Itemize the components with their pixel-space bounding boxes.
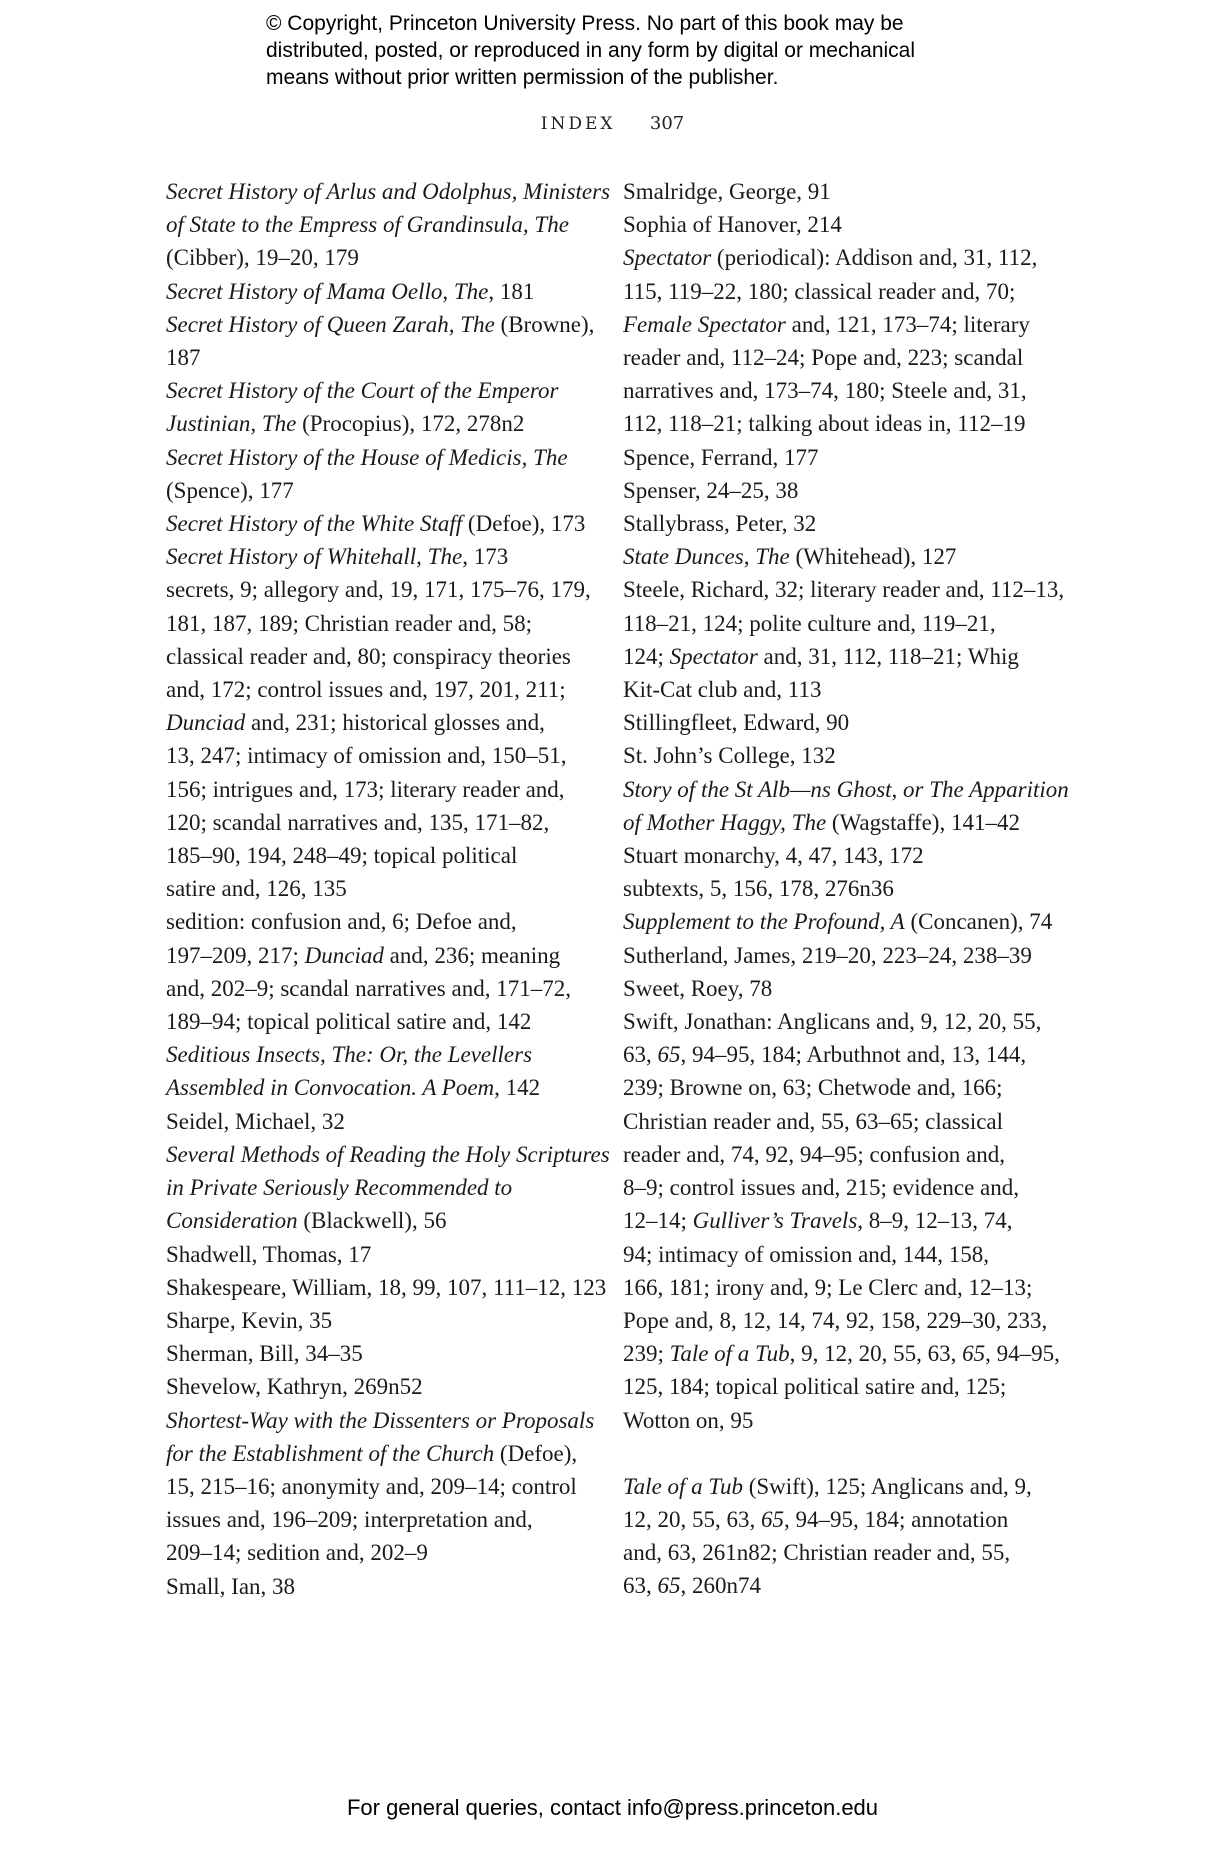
index-entry-line [166, 441, 592, 474]
index-entry-line [623, 308, 1059, 341]
index-entry-line [623, 972, 1059, 1005]
index-title-text: Dunciad [304, 942, 384, 968]
index-entry-line [166, 640, 592, 673]
index-text: and, 231; historical glosses and, [245, 710, 545, 736]
index-text: Shadwell, Thomas, 17 [166, 1241, 372, 1267]
index-column-left [166, 175, 611, 1603]
index-entry-line [166, 1138, 610, 1171]
index-entry-line [623, 773, 1069, 806]
index-entry [623, 474, 1059, 507]
index-entry-line [166, 341, 592, 374]
running-head [0, 113, 1225, 134]
index-text: and, 202–9; scandal narratives and, 171–72, [166, 975, 571, 1001]
index-entry [623, 773, 1069, 839]
index-entry [166, 1271, 607, 1304]
index-entry-line [623, 1271, 1059, 1304]
copyright-notice [266, 10, 986, 91]
index-entry-line [166, 573, 592, 606]
index-entry-line [623, 208, 1059, 241]
index-text: Kit-Cat club and, 113 [623, 677, 822, 703]
index-title-text: 65 [761, 1506, 784, 1532]
index-entry-line [166, 1238, 592, 1271]
index-text: satire and, 126, 135 [166, 876, 347, 902]
index-entry-line [623, 1171, 1059, 1204]
index-text: 118–21, 124; polite culture and, 119–21, [623, 610, 996, 636]
index-text: Sharpe, Kevin, 35 [166, 1307, 333, 1333]
index-text: 112, 118–21; talking about ideas in, 112–19 [623, 411, 1026, 437]
index-entry-line [623, 872, 1059, 905]
index-text: Wotton on, 95 [623, 1407, 754, 1433]
index-text: and, 63, 261n82; Christian reader and, 55, [623, 1540, 1011, 1566]
index-entry-line [166, 872, 592, 905]
index-text: (Defoe), [494, 1440, 578, 1466]
index-title-text: Secret History of the White Staff [166, 511, 463, 537]
index-entry [623, 208, 1059, 241]
index-text: (Wagstaffe), 141–42 [826, 809, 1020, 835]
index-entry-line [623, 1005, 1059, 1038]
index-text: , 94–95, 184; Arbuthnot and, 13, 144, [680, 1042, 1027, 1068]
index-entry-line [166, 208, 592, 241]
index-text: Seidel, Michael, 32 [166, 1108, 345, 1134]
index-text: (Cibber), 19–20, 179 [166, 245, 359, 271]
index-text: narratives and, 173–74, 180; Steele and, 31, [623, 378, 1027, 404]
index-entry [623, 706, 1059, 739]
index-entry-line [166, 374, 592, 407]
index-entry-line [623, 939, 1059, 972]
index-entry [623, 905, 1059, 938]
index-text: (Whitehead), 127 [789, 544, 957, 570]
copyright-line: means without prior written permission of the publisher. [266, 66, 779, 89]
index-entry [166, 1304, 592, 1337]
index-text: reader and, 74, 92, 94–95; confusion and, [623, 1141, 1005, 1167]
index-title-text: for the Establishment of the Church [166, 1440, 495, 1466]
index-entry-line [623, 275, 1059, 308]
index-entry-line [166, 1536, 592, 1569]
index-entry-line [623, 839, 1059, 872]
index-entry [166, 1238, 592, 1271]
index-entry [166, 175, 611, 275]
running-head-label: INDEX [540, 114, 616, 134]
index-entry-line [166, 673, 592, 706]
index-text: , 94–95, [985, 1341, 1060, 1367]
index-entry [166, 1404, 595, 1570]
index-title-text: State Dunces, The [623, 544, 790, 570]
index-text: 189–94; topical political satire and, 142 [166, 1009, 532, 1035]
index-entry-line [166, 275, 592, 308]
index-entry-line [623, 1370, 1059, 1403]
index-text: Steele, Richard, 32; literary reader and, 112–13, [623, 577, 1065, 603]
index-entry-line [166, 607, 592, 640]
index-title-text: Gulliver’s Travels [692, 1208, 858, 1234]
index-entry-line [623, 1470, 1059, 1503]
index-title-text: 65 [962, 1341, 986, 1367]
index-title-text: Supplement to the Profound, A [623, 909, 905, 935]
index-text: sedition: confusion and, 6; Defoe and, [166, 909, 517, 935]
index-entry [623, 939, 1059, 972]
index-text: 187 [166, 345, 201, 371]
index-entry-line [623, 1536, 1059, 1569]
index-text: Stillingfleet, Edward, 90 [623, 710, 850, 736]
index-text: , 94–95, 184; annotation [784, 1506, 1009, 1532]
index-entry [623, 175, 1059, 208]
index-title-text: Consideration [166, 1208, 298, 1234]
index-title-text: Female Spectator [623, 311, 786, 337]
index-text: , 181 [488, 278, 535, 304]
index-entry-line [623, 540, 1059, 573]
index-text: (Concanen), 74 [904, 909, 1053, 935]
index-entry-line [623, 607, 1059, 640]
index-text: and, 121, 173–74; literary [785, 311, 1030, 337]
index-text: (Spence), 177 [166, 477, 294, 503]
index-entry-line [166, 1404, 595, 1437]
index-text: 12, 20, 55, 63, [623, 1506, 761, 1532]
index-entry [166, 1038, 592, 1104]
index-text: Sweet, Roey, 78 [623, 975, 773, 1001]
index-entry-line [166, 1503, 592, 1536]
index-title-text: Secret History of Whitehall, The [166, 544, 463, 570]
index-entry-line [166, 474, 592, 507]
index-text: 94; intimacy of omission and, 144, 158, [623, 1241, 990, 1267]
index-title-text: Spectator [669, 643, 758, 669]
index-entry-line [623, 1105, 1059, 1138]
index-entry-line [623, 573, 1065, 606]
index-text: (periodical): Addison and, 31, 112, [711, 245, 1038, 271]
index-entry [623, 872, 1059, 905]
index-entry-line [623, 374, 1059, 407]
index-entry-line [166, 507, 592, 540]
index-title-text: of State to the Empress of Grandinsula, The [166, 212, 569, 238]
index-entry [623, 739, 1059, 772]
index-entry-line [166, 739, 592, 772]
index-entry-line [623, 1238, 1059, 1271]
index-text: 15, 215–16; anonymity and, 209–14; control [166, 1473, 577, 1499]
index-text: Sophia of Hanover, 214 [623, 212, 842, 238]
index-text: Christian reader and, 55, 63–65; classical [623, 1108, 1004, 1134]
index-entry-line [623, 706, 1059, 739]
index-entry [166, 1337, 592, 1370]
copyright-line: distributed, posted, or reproduced in any form by digital or mechanical [266, 39, 916, 62]
index-title-text: Secret History of Queen Zarah, The [166, 311, 495, 337]
footer-contact: For general queries, contact info@press.princeton.edu [346, 1795, 879, 1820]
index-entry-line [623, 1071, 1059, 1104]
index-entry-line [166, 540, 592, 573]
index-title-text: Assembled in Convocation. A Poem [166, 1075, 495, 1101]
index-entry [166, 507, 592, 540]
index-entry [166, 1105, 592, 1138]
index-text: Sutherland, James, 219–20, 223–24, 238–39 [623, 942, 1032, 968]
index-title-text: Secret History of the Court of the Emperor [166, 378, 559, 404]
index-entry-line [623, 341, 1059, 374]
index-entry [166, 905, 592, 1038]
index-entry [166, 308, 595, 374]
index-text: 124; [623, 643, 670, 669]
index-title-text: Justinian, The [166, 411, 297, 437]
index-entry [623, 1005, 1059, 1437]
index-entry-line [166, 1370, 592, 1403]
index-entry-line [166, 706, 592, 739]
index-entry-line [623, 1337, 1060, 1370]
index-entry-line [166, 1570, 592, 1603]
index-entry-line [623, 441, 1059, 474]
index-text: 63, [623, 1042, 658, 1068]
index-title-text: 65 [657, 1042, 681, 1068]
index-text: 8–9; control issues and, 215; evidence and, [623, 1175, 1020, 1201]
index-entry-line [166, 1437, 592, 1470]
index-entry-line [166, 1271, 607, 1304]
index-text: classical reader and, 80; conspiracy theories [166, 643, 571, 669]
index-entry [166, 441, 592, 507]
index-entry-line [166, 1304, 592, 1337]
index-text: 185–90, 194, 248–49; topical political [166, 843, 518, 869]
index-text: (Procopius), 172, 278n2 [296, 411, 525, 437]
index-text: 156; intrigues and, 173; literary reader and, [166, 776, 565, 802]
index-entry-line [166, 806, 592, 839]
index-entry-line [623, 175, 1059, 208]
index-text: reader and, 112–24; Pope and, 223; scandal [623, 345, 1024, 371]
index-entry-line [166, 839, 592, 872]
index-text: Shevelow, Kathryn, 269n52 [166, 1374, 423, 1400]
index-text: and, 236; meaning [383, 942, 561, 968]
index-title-text: Secret History of the House of Medicis, The [166, 444, 568, 470]
index-text: , 260n74 [680, 1573, 761, 1599]
index-text: and, 172; control issues and, 197, 201, 211; [166, 677, 566, 703]
index-entry-line [623, 806, 1059, 839]
index-title-text: Tale of a Tub [669, 1341, 790, 1367]
index-entry-line [623, 507, 1059, 540]
index-entry-line [623, 673, 1059, 706]
index-title-text: Story of the St Alb—ns Ghost, or The Apparition [623, 776, 1069, 802]
index-entry-line [623, 905, 1059, 938]
index-title-text: of Mother Haggy, The [623, 809, 827, 835]
index-text: Smalridge, George, 91 [623, 179, 831, 204]
index-entry [623, 1470, 1059, 1603]
index-text: , 173 [462, 544, 509, 570]
index-text: 120; scandal narratives and, 135, 171–82, [166, 809, 550, 835]
index-entry-line [623, 1569, 1059, 1602]
index-entry-line [166, 773, 592, 806]
index-text: Swift, Jonathan: Anglicans and, 9, 12, 20, 55, [623, 1009, 1042, 1035]
index-entry-line [166, 407, 592, 440]
index-entry [166, 1138, 610, 1238]
index-entry-line [623, 640, 1059, 673]
index-entry [623, 441, 1059, 474]
index-text: , 9, 12, 20, 55, 63, [789, 1341, 963, 1367]
index-entry-line [166, 939, 592, 972]
index-entry-line [166, 175, 611, 208]
index-title-text: Shortest-Way with the Dissenters or Proposals [166, 1407, 595, 1433]
copyright-line: © Copyright, Princeton University Press. No part of this book may be [266, 12, 904, 35]
index-text: (Blackwell), 56 [297, 1208, 447, 1234]
index-title-text: Secret History of Arlus and Odolphus, Ministers [166, 179, 611, 204]
index-title-text: in Private Seriously Recommended to [166, 1175, 513, 1201]
index-entry-line [166, 1071, 592, 1104]
index-title-text: Dunciad [166, 710, 246, 736]
index-entry-line [623, 241, 1059, 274]
index-entry-line [166, 1171, 592, 1204]
index-text: Shakespeare, William, 18, 99, 107, 111–12, 123 [166, 1274, 607, 1300]
index-entry [166, 275, 592, 308]
index-entry-line [166, 1337, 592, 1370]
index-entry [166, 1570, 592, 1603]
page-number: 307 [649, 113, 685, 134]
index-text: 239; Browne on, 63; Chetwode and, 166; [623, 1075, 1003, 1101]
index-entry [623, 972, 1059, 1005]
index-title-text: Several Methods of Reading the Holy Scriptures [166, 1141, 610, 1167]
index-text: (Swift), 125; Anglicans and, 9, [742, 1473, 1032, 1499]
index-text: secrets, 9; allegory and, 19, 171, 175–76, 179, [166, 577, 591, 603]
index-entry [623, 507, 1059, 540]
index-text: , 8–9, 12–13, 74, [857, 1208, 1013, 1234]
index-entry-line [166, 972, 592, 1005]
index-entry-line [623, 739, 1059, 772]
index-title-text: 65 [657, 1573, 681, 1599]
index-text: issues and, 196–209; interpretation and, [166, 1507, 533, 1533]
index-entry-line [623, 1204, 1059, 1237]
index-title-text: Secret History of Mama Oello, The [166, 278, 489, 304]
index-entry [166, 573, 592, 905]
index-entry-line [623, 1503, 1059, 1536]
index-text: Spence, Ferrand, 177 [623, 444, 819, 470]
index-entry-line [623, 1304, 1059, 1337]
index-text: 115, 119–22, 180; classical reader and, 70; [623, 278, 1016, 304]
index-text: Sherman, Bill, 34–35 [166, 1341, 363, 1367]
index-text: subtexts, 5, 156, 178, 276n36 [623, 876, 894, 902]
index-column-right [623, 175, 1069, 1603]
index-entry-line [166, 1005, 592, 1038]
index-entry [166, 540, 592, 573]
index-text: (Defoe), 173 [462, 511, 586, 537]
index-text: Stallybrass, Peter, 32 [623, 511, 817, 537]
index-entry-line [623, 474, 1059, 507]
index-entry-line [623, 1038, 1059, 1071]
index-entry-line [166, 1038, 592, 1071]
index-text: 12–14; [623, 1208, 693, 1234]
index-text: 13, 247; intimacy of omission and, 150–51, [166, 743, 567, 769]
index-entry-line [623, 407, 1059, 440]
index-text: 209–14; sedition and, 202–9 [166, 1540, 428, 1566]
index-entry-line [166, 1204, 592, 1237]
index-text: Stuart monarchy, 4, 47, 143, 172 [623, 843, 924, 869]
index-text: St. John’s College, 132 [623, 743, 836, 769]
index-title-text: Seditious Insects, The: Or, the Levellers [166, 1042, 533, 1068]
index-entry-line [166, 308, 595, 341]
index-title-text: Tale of a Tub [623, 1473, 743, 1499]
index-text: Small, Ian, 38 [166, 1573, 296, 1599]
index-entry-line [166, 1105, 592, 1138]
index-entry-line [166, 905, 592, 938]
index-text: and, 31, 112, 118–21; Whig [757, 643, 1019, 669]
index-entry [166, 1370, 592, 1403]
index-entry-line [166, 241, 592, 274]
index-entry-line [166, 1470, 592, 1503]
index-text: Pope and, 8, 12, 14, 74, 92, 158, 229–30, 233, [623, 1307, 1048, 1333]
index-entry [166, 374, 592, 440]
index-entry [623, 573, 1065, 706]
index-text: 63, [623, 1573, 658, 1599]
index-text: 166, 181; irony and, 9; Le Clerc and, 12–13; [623, 1274, 1033, 1300]
index-text: 197–209, 217; [166, 942, 305, 968]
index-text: 239; [623, 1341, 670, 1367]
index-text: 125, 184; topical political satire and, 125; [623, 1374, 1007, 1400]
index-entry [623, 540, 1059, 573]
index-entry-line [623, 1404, 1059, 1437]
index-entry-line [623, 1138, 1059, 1171]
index-text: 181, 187, 189; Christian reader and, 58; [166, 610, 533, 636]
index-text: (Browne), [494, 311, 595, 337]
index-entry [623, 241, 1059, 440]
index-entry [623, 839, 1059, 872]
index-text: Spenser, 24–25, 38 [623, 477, 799, 503]
index-title-text: Spectator [623, 245, 712, 271]
index-text: , 142 [494, 1075, 541, 1101]
